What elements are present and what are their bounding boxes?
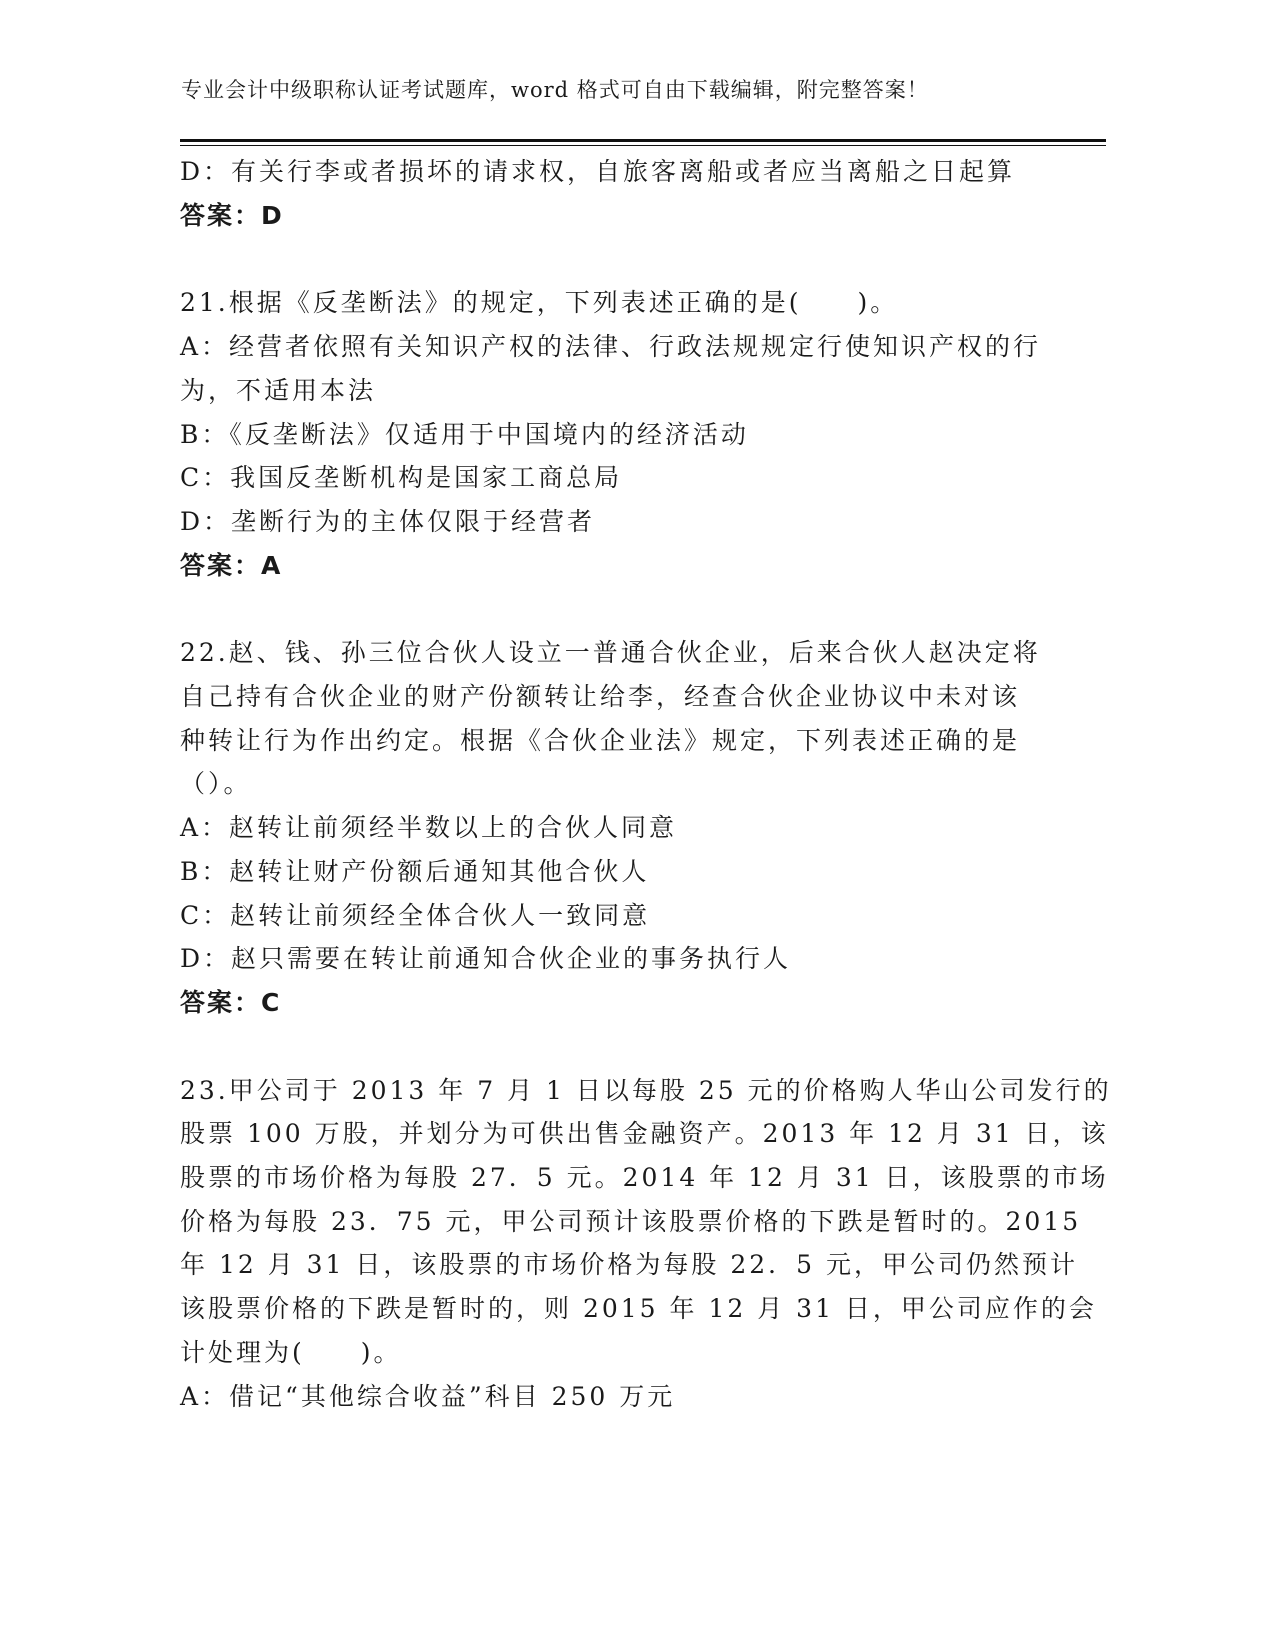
header-rule-thin (180, 145, 1106, 146)
question-stem: 22.赵、钱、孙三位合伙人设立一普通合伙企业，后来合伙人赵决定将 (180, 638, 1041, 668)
question-stem: 股票的市场价格为每股 27．5 元。2014 年 12 月 31 日，该股票的市场 (180, 1163, 1109, 1193)
question-21 (180, 281, 1040, 587)
option-a-continued: 为，不适用本法 (180, 375, 377, 405)
option-c: C：赵转让前须经全体合伙人一致同意 (180, 900, 651, 930)
question-stem: （）。 (180, 769, 252, 799)
answer-label: 答案：C (180, 987, 282, 1017)
answer-label: 答案：D (180, 200, 284, 230)
question-23 (180, 1069, 1112, 1419)
question-stem: 价格为每股 23．75 元，甲公司预计该股票价格的下跌是暂时的。2015 (180, 1206, 1082, 1236)
question-stem: 计处理为( )。 (180, 1337, 402, 1367)
option-b: B：《反垄断法》仅适用于中国境内的经济活动 (180, 419, 749, 449)
option-a: A：经营者依照有关知识产权的法律、行政法规规定行使知识产权的行 (180, 332, 1042, 362)
question-stem: 21.根据《反垄断法》的规定，下列表述正确的是( )。 (180, 288, 899, 318)
option-d: D：垄断行为的主体仅限于经营者 (180, 506, 596, 536)
option-a: A：赵转让前须经半数以上的合伙人同意 (180, 813, 678, 843)
question-22 (180, 631, 1040, 1024)
question-stem: 自己持有合伙企业的财产份额转让给李，经查合伙企业协议中未对该 (180, 682, 1021, 712)
document-header: 专业会计中级职称认证考试题库，word 格式可自由下载编辑，附完整答案！ (181, 78, 929, 102)
option-d: D：有关行李或者损坏的请求权，自旅客离船或者应当离船之日起算 (180, 157, 1016, 186)
question-stem: 种转让行为作出约定。根据《合伙企业法》规定，下列表述正确的是 (180, 725, 1021, 755)
option-b: B：赵转让财产份额后通知其他合伙人 (180, 856, 650, 886)
question-content (180, 150, 1112, 1418)
question-stem: 23.甲公司于 2013 年 7 月 1 日以每股 25 元的价格购人华山公司发行的 (180, 1075, 1112, 1105)
question-stem: 该股票价格的下跌是暂时的，则 2015 年 12 月 31 日，甲公司应作的会 (180, 1294, 1097, 1324)
question-stem: 年 12 月 31 日，该股票的市场价格为每股 22．5 元，甲公司仍然预计 (180, 1250, 1079, 1280)
header-rule-thick (180, 139, 1106, 142)
option-d: D：赵只需要在转让前通知合伙企业的事务执行人 (180, 944, 792, 974)
answer-label: 答案：A (180, 550, 283, 580)
question-stem: 股票 100 万股，并划分为可供出售金融资产。2013 年 12 月 31 日，该 (180, 1119, 1109, 1149)
option-a: A：借记“其他综合收益”科目 250 万元 (180, 1381, 676, 1411)
option-c: C：我国反垄断机构是国家工商总局 (180, 463, 623, 493)
question-20-tail (180, 150, 1040, 237)
